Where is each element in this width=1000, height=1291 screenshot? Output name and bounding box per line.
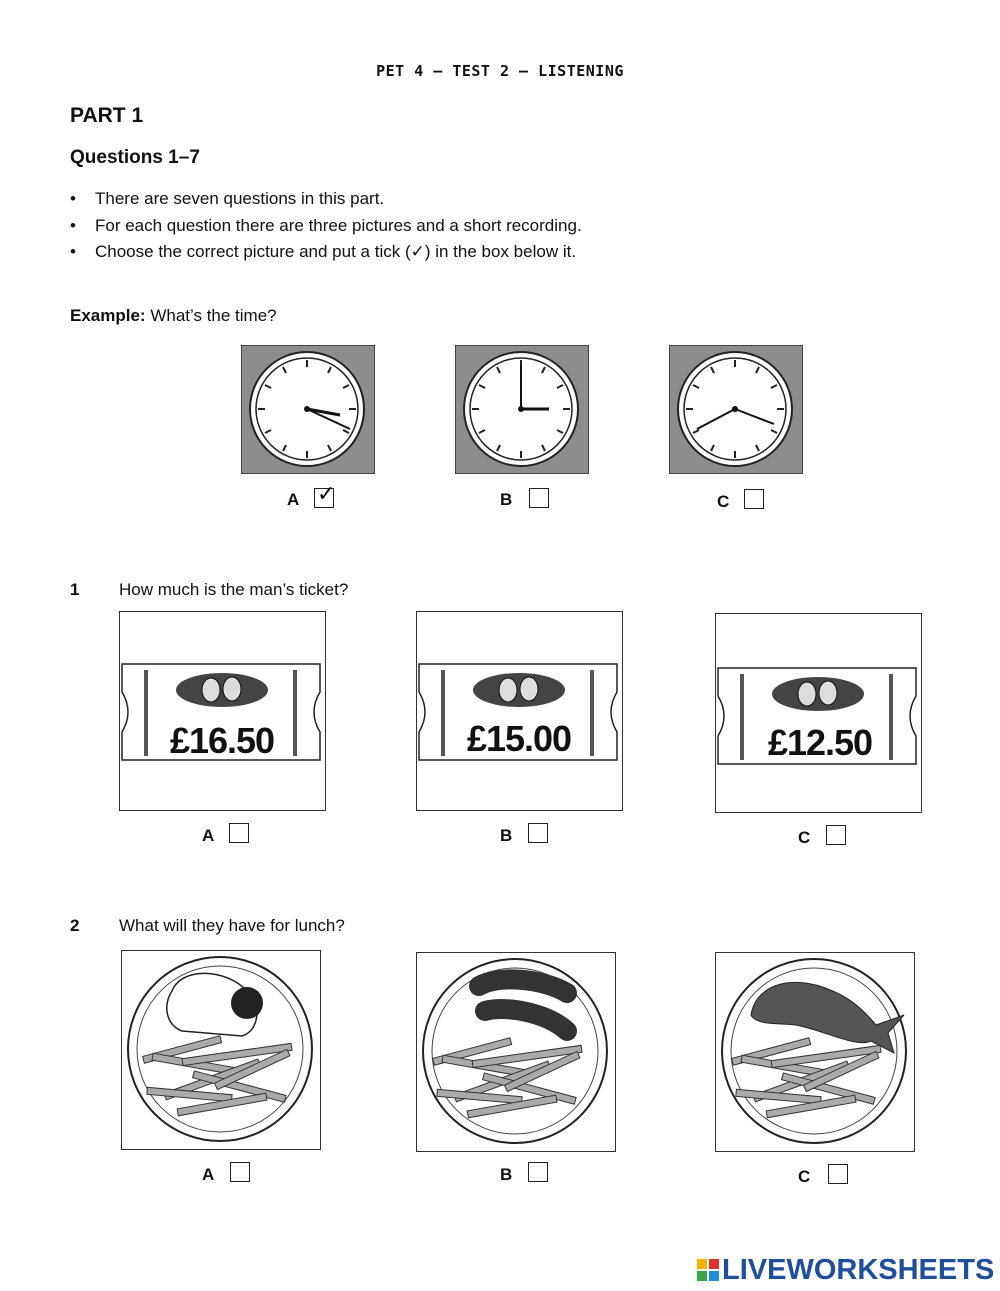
option-label-a: A (202, 1165, 215, 1184)
instruction-item: • Choose the correct picture and put a tick (✓) in the box below it. (70, 241, 582, 268)
option-label-b: B (500, 826, 513, 845)
clock-icon (456, 346, 587, 472)
lunch-picture-c (715, 952, 915, 1152)
clock-picture-c (669, 345, 803, 474)
option-label-a: A (287, 490, 300, 509)
answer-checkbox-b[interactable] (528, 1162, 548, 1182)
ticket-picture-c (715, 613, 922, 813)
ticket-picture-a (119, 611, 326, 811)
answer-checkbox-a[interactable] (230, 1162, 250, 1182)
ticket-price: £12.50 (767, 722, 873, 763)
ticket-price: £15.00 (466, 718, 572, 759)
option-label-b: B (500, 490, 513, 509)
question-number: 1 (70, 580, 80, 599)
ticket-price: £16.50 (169, 720, 275, 761)
plate-icon (417, 953, 614, 1150)
clock-picture-a (241, 345, 375, 474)
option-label-c: C (798, 1167, 811, 1186)
ticket-picture-b (416, 611, 623, 811)
questions-range: Questions 1–7 (70, 147, 200, 168)
option-label-c: C (717, 492, 730, 511)
lunch-picture-b (416, 952, 616, 1152)
example-prompt (70, 306, 277, 326)
part-title: PART 1 (70, 104, 144, 127)
clock-icon (670, 346, 801, 472)
clock-icon (242, 346, 373, 472)
answer-checkbox-b[interactable] (528, 823, 548, 843)
answer-checkbox-a[interactable] (229, 823, 249, 843)
example-label: Example: (70, 306, 146, 325)
page-header: PET 4 – TEST 2 – LISTENING (376, 62, 624, 80)
instruction-item: • For each question there are three pictures and a short recording. (70, 215, 582, 242)
example-question: What’s the time? (150, 306, 277, 325)
clock-picture-b (455, 345, 589, 474)
option-label-a: A (202, 826, 215, 845)
tick-icon: ✓ (317, 481, 336, 506)
instruction-list (70, 188, 582, 268)
option-label-b: B (500, 1165, 513, 1184)
answer-checkbox-b[interactable] (529, 488, 549, 508)
option-label-c: C (798, 828, 811, 847)
answer-checkbox-c[interactable] (744, 489, 764, 509)
question-number: 2 (70, 916, 80, 935)
answer-checkbox-c[interactable] (826, 825, 846, 845)
plate-icon (122, 951, 319, 1148)
liveworksheets-logo-text[interactable]: LIVEWORKSHEETS (722, 1254, 995, 1286)
question-text: What will they have for lunch? (119, 916, 345, 935)
question-text: How much is the man’s ticket? (119, 580, 349, 599)
lunch-picture-a (121, 950, 321, 1150)
answer-checkbox-c[interactable] (828, 1164, 848, 1184)
answer-checkbox-a[interactable] (314, 481, 336, 508)
liveworksheets-logo-icon (697, 1259, 719, 1281)
plate-icon (716, 953, 913, 1150)
instruction-item: • There are seven questions in this part. (70, 188, 582, 215)
